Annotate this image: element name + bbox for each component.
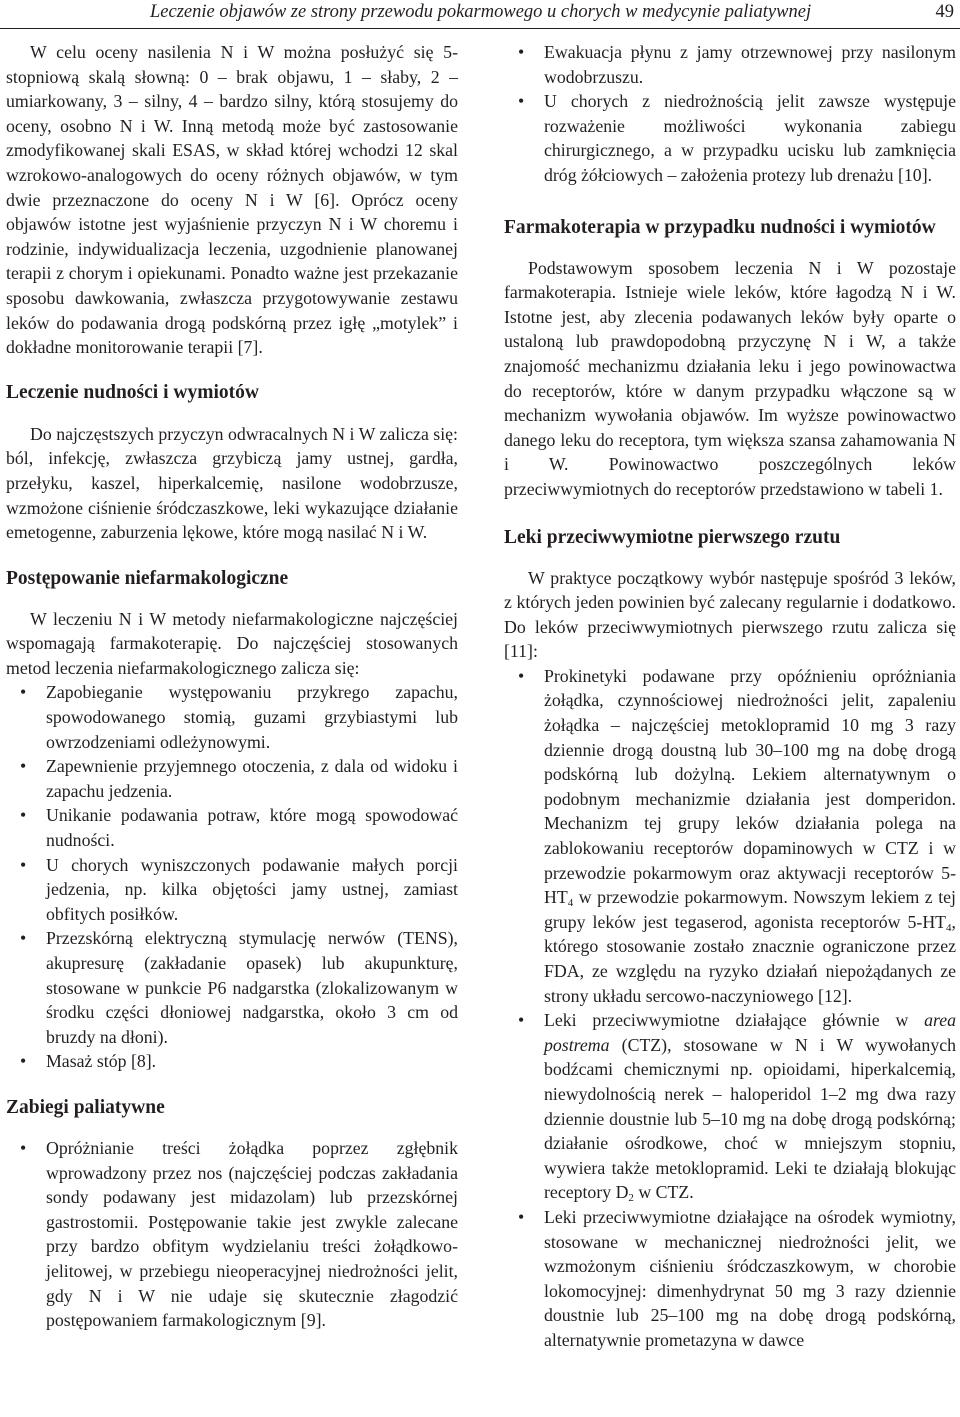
bullet-icon: • <box>20 928 27 949</box>
heading-palliative: Zabiegi paliatywne <box>6 1096 165 1118</box>
list-item <box>6 853 458 927</box>
bullet-icon: • <box>518 665 525 686</box>
bullet-icon: • <box>518 91 525 112</box>
list-item <box>504 1205 956 1353</box>
nonpharm-paragraph: W leczeniu N i W metody niefarmakologiczne najczęściej wspomagają farmakoterapię. Do najczęściej stosowanych metod leczenia niefarmakologicznego zalicza się: <box>6 608 458 678</box>
nonpharm-list <box>6 680 458 1074</box>
list-item-text <box>544 666 956 1006</box>
list-item-text: Leki przeciwwymiotne działające na ośrodek wymiotny, stosowane w mechanicznej niedrożności jelit, we wzmożonym ciśnieniu śródczaszkowym, w chorobie lokomocyjnej: dimenhydrynat 50 mg 3 razy dziennie doustnie lub 25–100 mg na dobę drogą podskórną, alternatywnie prometazyna w dawce <box>544 1206 956 1350</box>
ctz-text-1: Leki przeciwwymiotne działające głównie w <box>544 1010 925 1031</box>
list-item-text: Zapobieganie występowaniu przykrego zapachu, spowodowanego stomią, guzami grzybiastymi lub owrzodzeniami odleżynowymi. <box>46 682 458 752</box>
list-item-text: Unikanie podawania potraw, które mogą spowodować nudności. <box>46 805 458 851</box>
list-item <box>504 40 956 89</box>
list-item <box>504 89 956 187</box>
heading-treatment: Leczenie nudności i wymiotów <box>6 381 259 403</box>
list-item <box>6 803 458 852</box>
intro-paragraph: W celu oceny nasilenia N i W można posłużyć się 5-stopniową skalą słowną: 0 – brak objawu, 1 – słaby, 2 – umiarkowany, 3 – silny, 4 – bardzo silny, którą stosujemy do oceny, osobno N i W. Inną metodą może być zastosowanie zmodyfikowanej skali ESAS, w skład której wchodzi 12 skal wzrokowo-analogowych do oceny różnych objawów, w tym dwie przeznaczone do oceny N i W [6]. Oprócz oceny objawów istotne jest wyjaśnienie przyczyn N i W choremu i rodzinie, indywidualizacja leczenia, uzgodnienie planowanej terapii z chorym i opiekunami. Ponadto ważne jest przekazanie sposobu dawkowania, zwłaszcza przygotowywanie zestawu leków do podawania drogą podskórną przez igłę „motylek” i dokładne monitorowanie terapii [7]. <box>6 42 458 358</box>
list-item <box>6 754 458 803</box>
prokinetics-text-3: , którego stosowanie zostało znacznie ograniczone przez FDA, ze względu na ryzyko działań niepożądanych ze strony układu sercowo-naczyniowego [12]. <box>544 911 956 1006</box>
bullet-icon: • <box>518 1206 525 1227</box>
bullet-icon: • <box>20 1051 27 1072</box>
prokinetics-text-1: Prokinetyki podawane przy opóźnieniu opróżniania żołądka, czynnościowej niedrożności jelit, zapaleniu żołądka – najczęściej metoklopramid 10 mg 3 razy dziennie drogą doustną lub 30–100 mg na dobę drogą podskórną lub dożylną. Lekiem alternatywnym o podobnym mechanizmie działania jest domperidon. Mechanizm tej grupy leków działania polega na zablokowaniu receptorów dopaminowych w CTZ i w przewodzie pokarmowym oraz aktywacji receptorów 5-HT <box>544 665 956 908</box>
bullet-icon: • <box>518 42 525 62</box>
treatment-paragraph: Do najczęstszych przyczyn odwracalnych N i W zalicza się: ból, infekcję, zwłaszcza grzybiczą jamy ustnej, gardła, przełyku, kaszel, hiperkalcemię, nasilone wodobrzusze, wzmożone ciśnienie śródczaszkowe, leki wykazujące działanie emetogenne, zaburzenia lękowe, które mogą nasilać N i W. <box>6 423 458 543</box>
list-item <box>6 1049 458 1074</box>
running-header <box>0 0 960 36</box>
list-item <box>504 1008 956 1205</box>
list-item <box>504 664 956 1008</box>
palliative-list-continued <box>504 40 956 188</box>
header-rule <box>0 28 960 29</box>
subscript-4: 4 <box>567 897 574 910</box>
left-column <box>6 40 458 1333</box>
bullet-icon: • <box>20 805 27 826</box>
list-item-text: Opróżnianie treści żołądka poprzez zgłębnik wprowadzony przez nos (najczęściej podczas zakładania sondy podawany jest midazolam) lub przezskórnej gastrostomii. Postępowanie takie jest zwykle zalecane przy bardzo obfitym wydzielaniu treści żołądkowo-jelitowej, w przebiegu nieoperacyjnej niedrożności jelit, gdy N i W nie udaje się skutecznie złagodzić postępowaniem farmakologicznym [9]. <box>46 1137 458 1331</box>
heading-first-line: Leki przeciwwymiotne pierwszego rzutu <box>504 526 841 548</box>
bullet-icon: • <box>20 1137 27 1158</box>
bullet-icon: • <box>518 1010 525 1031</box>
list-item-text <box>544 1010 956 1205</box>
area-postrema-term: area postrema <box>544 1010 956 1055</box>
ctz-text-3: w CTZ. <box>633 1182 694 1203</box>
list-item-text: U chorych z niedrożnością jelit zawsze występuje rozważenie możliwości wykonania zabiegu chirurgicznego, a w przypadku ucisku lub zamknięcia dróg żółciowych – założenia protezy lub drenażu [10]. <box>544 91 956 185</box>
list-item-text: Masaż stóp [8]. <box>46 1051 157 1072</box>
list-item <box>6 926 458 1049</box>
heading-nonpharm: Postępowanie niefarmakologiczne <box>6 567 289 589</box>
list-item <box>6 680 458 754</box>
prokinetics-text-2: w przewodzie pokarmowym. Nowszym lekiem z tej grupy leków jest tegaserod, agonista receptorów 5-HT <box>544 887 956 932</box>
first-line-paragraph: W praktyce początkowy wybór następuje spośród 3 leków, z których jeden powinien być zalecany regularnie i dodatkowo. Do leków przeciwwymiotnych pierwszego rzutu zalicza się [11]: <box>504 567 956 662</box>
first-line-list <box>504 664 956 1353</box>
list-item-text: Przezskórną elektryczną stymulację nerwów (TENS), akupresurę (zakładanie opasek) lub akupunkturę, stosowane w punkcie P6 nadgarstka (zlokalizowanym w środku części dłoniowej nadgarstka, około 3 cm od bruzdy na dłoni). <box>46 928 458 1047</box>
heading-pharmacotherapy: Farmakoterapia w przypadku nudności i wymiotów <box>504 216 936 238</box>
page-number: 49 <box>935 2 954 22</box>
palliative-list <box>6 1136 458 1333</box>
subscript-4: 4 <box>946 921 952 934</box>
ctz-text-2: (CTZ), stosowane w N i W wywołanych bodźcami chemicznymi np. opioidami, hiperkalcemią, niewydolnością nerek – haloperidol 1–2 mg dwa razy dziennie doustnie lub 5–10 mg na dobę drogą podskórną; działanie ośrodkowe, choć w mniejszym stopniu, wywiera także metoklopramid. Leki te działają blokując receptory D <box>544 1034 956 1203</box>
list-item-text: Zapewnienie przyjemnego otoczenia, z dala od widoku i zapachu jedzenia. <box>46 756 458 801</box>
running-title: Leczenie objawów ze strony przewodu pokarmowego u chorych w medycynie paliatywnej <box>150 2 812 22</box>
bullet-icon: • <box>20 756 27 777</box>
subscript-2: 2 <box>628 1192 634 1205</box>
list-item <box>6 1136 458 1333</box>
bullet-icon: • <box>20 854 27 875</box>
list-item-text: U chorych wyniszczonych podawanie małych porcji jedzenia, np. kilka objętości jamy ustnej, zamiast obfitych posiłków. <box>46 854 458 924</box>
list-item-text: Ewakuacja płynu z jamy otrzewnowej przy nasilonym wodobrzuszu. <box>544 42 956 87</box>
right-column <box>504 40 956 1353</box>
bullet-icon: • <box>20 682 27 703</box>
pharmacotherapy-paragraph: Podstawowym sposobem leczenia N i W pozostaje farmakoterapia. Istnieje wiele leków, które łagodzą N i W. Istotne jest, aby zlecenia podawanych leków były oparte o ustaloną lub prawdopodobną przyczynę N i W, a także znajomość mechanizmu działania leku i jego powinowactwa do receptorów, które w danym przypadku włączone są w mechanizm wywołania objawów. Im wyższe powinowactwo danego leku do receptora, tym większa szansa zahamowania N i W. Powinowactwo poszczególnych leków przeciwwymiotnych do receptorów przedstawiono w tabeli 1. <box>504 257 956 499</box>
